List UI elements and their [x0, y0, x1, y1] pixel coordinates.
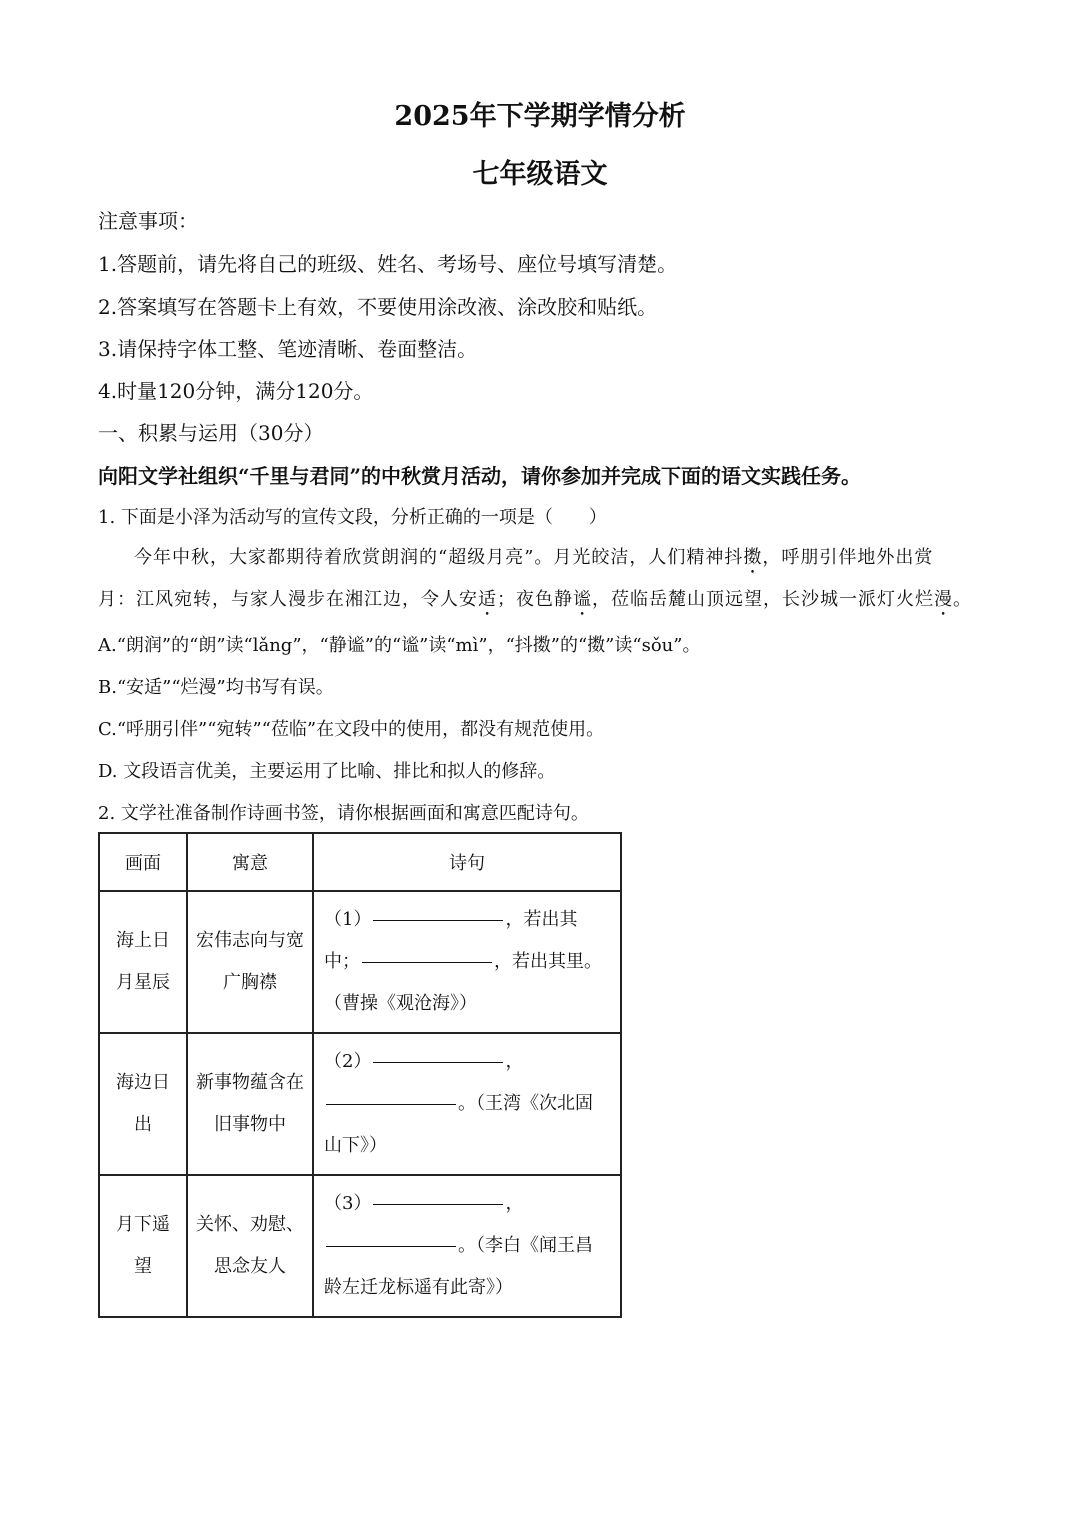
scene-cell: 月下遥望 — [99, 1175, 187, 1317]
option-c: C.“呼朋引伴”“宛转”“莅临”在文段中的使用，都没有规范使用。 — [98, 719, 605, 740]
meaning-cell: 宏伟志向与宽广胸襟 — [187, 891, 313, 1033]
option-a: A.“朗润”的“朗”读“lǎng”，“静谧”的“谧”读“mì”，“抖擞”的“擞”读“sǒu”。 — [98, 635, 701, 656]
emphasized-char: 漫 — [934, 589, 953, 610]
emphasized-char: 擞 — [743, 547, 763, 568]
answer-blank[interactable] — [362, 961, 492, 963]
option-b: B.“安适”“烂漫”均书写有误。 — [98, 677, 334, 698]
option-d: D. 文段语言优美，主要运用了比喻、排比和拟人的修辞。 — [98, 761, 556, 782]
table-row — [99, 1175, 621, 1317]
note-item: 2.答案填写在答题卡上有效，不要使用涂改液、涂改胶和贴纸。 — [98, 295, 658, 319]
table-row — [99, 1033, 621, 1175]
page-title: 2025年下学期学情分析 — [394, 101, 686, 132]
verse-cell: （3） ， 。（李白《闻王昌 龄左迁龙标遥有此寄》） — [313, 1175, 621, 1317]
column-header: 画面 — [99, 833, 187, 891]
emphasized-char: 谧 — [573, 589, 592, 610]
column-header: 诗句 — [313, 833, 621, 891]
scene-cell: 海上日月星辰 — [99, 891, 187, 1033]
answer-blank[interactable] — [373, 919, 503, 921]
scene-cell: 海边日出 — [99, 1033, 187, 1175]
answer-blank[interactable] — [326, 1103, 456, 1105]
table-row — [99, 891, 621, 1033]
meaning-cell: 关怀、劝慰、思念友人 — [187, 1175, 313, 1317]
section-intro: 向阳文学社组织“千里与君同”的中秋赏月活动，请你参加并完成下面的语文实践任务。 — [98, 464, 862, 488]
question-2-stem: 2. 文学社准备制作诗画书签，请你根据画面和寓意匹配诗句。 — [98, 803, 589, 824]
note-item: 1.答题前，请先将自己的班级、姓名、考场号、座位号填写清楚。 — [98, 252, 678, 276]
page-subtitle: 七年级语文 — [472, 159, 608, 190]
answer-blank[interactable] — [373, 1061, 503, 1063]
answer-blank[interactable] — [373, 1203, 503, 1205]
notes-heading: 注意事项： — [98, 209, 198, 233]
emphasized-char: 适 — [478, 589, 497, 610]
table-header-row — [99, 833, 621, 891]
section-heading: 一、积累与运用（30分） — [98, 421, 324, 445]
column-header: 寓意 — [187, 833, 313, 891]
question-1-stem: 1. 下面是小泽为活动写的宣传文段，分析正确的一项是（ ） — [98, 507, 607, 528]
passage-line-2: 月：江风宛转，与家人漫步在湘江边，令人安适；夜色静谧，莅临岳麓山顶远望，长沙城一派灯火烂漫。 — [98, 589, 972, 610]
answer-blank[interactable] — [326, 1245, 456, 1247]
passage-line-1: 今年中秋，大家都期待着欣赏朗润的“超级月亮”。月光皎洁，人们精神抖擞，呼朋引伴地外出赏 — [134, 547, 934, 568]
note-item: 3.请保持字体工整、笔迹清晰、卷面整洁。 — [98, 337, 478, 361]
note-item: 4.时量120分钟，满分120分。 — [98, 379, 374, 403]
poem-bookmark-table — [98, 832, 622, 1318]
verse-cell: （2） ， 。（王湾《次北固 山下》） — [313, 1033, 621, 1175]
meaning-cell: 新事物蕴含在旧事物中 — [187, 1033, 313, 1175]
verse-cell: （1） ，若出其 中； ，若出其里。 （曹操《观沧海》） — [313, 891, 621, 1033]
